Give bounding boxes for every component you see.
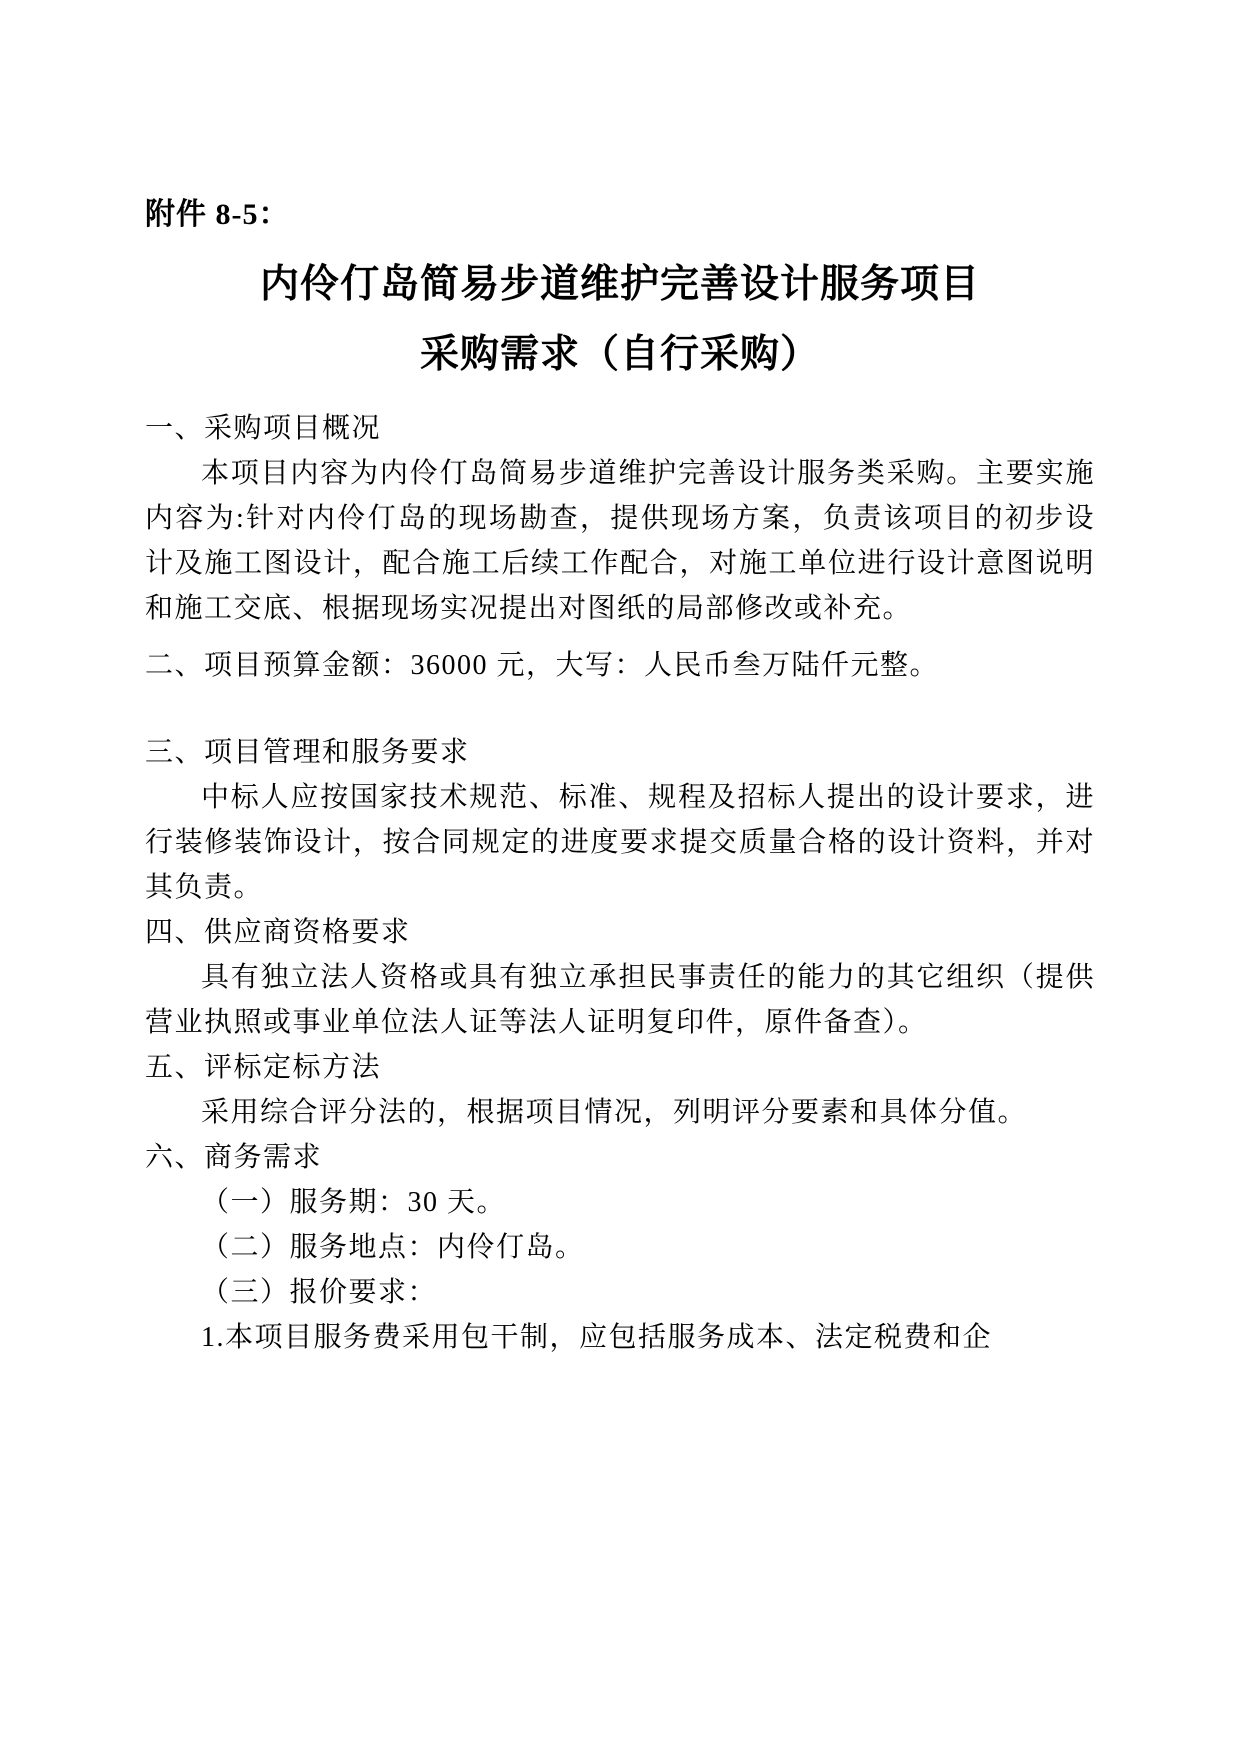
section-5-heading: 五、评标定标方法 [145,1052,382,1083]
section-6-item-3-sub-1: 1.本项目服务费采用包干制，应包括服务成本、法定税费和企 [201,1322,993,1353]
document-body [145,406,1095,1360]
doc-title-line1: 内伶仃岛简易步道维护完善设计服务项目 [259,263,980,306]
section-4-paragraph: 具有独立法人资格或具有独立承担民事责任的能力的其它组织（提供营业执照或事业单位法人证等法人证明复印件，原件备查）。 [145,962,1095,1038]
section-6-item-2: （二）服务地点：内伶仃岛。 [201,1232,585,1263]
section-6-heading: 六、商务需求 [145,1142,323,1173]
section-3-paragraph: 中标人应按国家技术规范、标准、规程及招标人提出的设计要求，进行装修装饰设计，按合同规定的进度要求提交质量合格的设计资料，并对其负责。 [145,782,1095,903]
section-6-item-3: （三）报价要求： [201,1277,438,1308]
section-5-paragraph: 采用综合评分法的，根据项目情况，列明评分要素和具体分值。 [201,1097,1028,1128]
section-6-item-1: （一）服务期：30 天。 [201,1187,507,1218]
section-3-heading: 三、项目管理和服务要求 [145,737,470,768]
section-2-heading: 二、项目预算金额：36000 元，大写：人民币叁万陆仟元整。 [145,650,940,681]
section-1-paragraph: 本项目内容为内伶仃岛简易步道维护完善设计服务类采购。主要实施内容为:针对内伶仃岛的现场勘查，提供现场方案，负责该项目的初步设计及施工图设计，配合施工后续工作配合，对施工单位进行设计意图说明和施工交底、根据现场实况提出对图纸的局部修改或补充。 [145,458,1095,624]
attachment-label: 附件 8-5： [145,198,290,231]
section-1-heading: 一、采购项目概况 [145,413,382,444]
section-4-heading: 四、供应商资格要求 [145,917,411,948]
doc-title-line2: 采购需求（自行采购） [419,333,820,376]
